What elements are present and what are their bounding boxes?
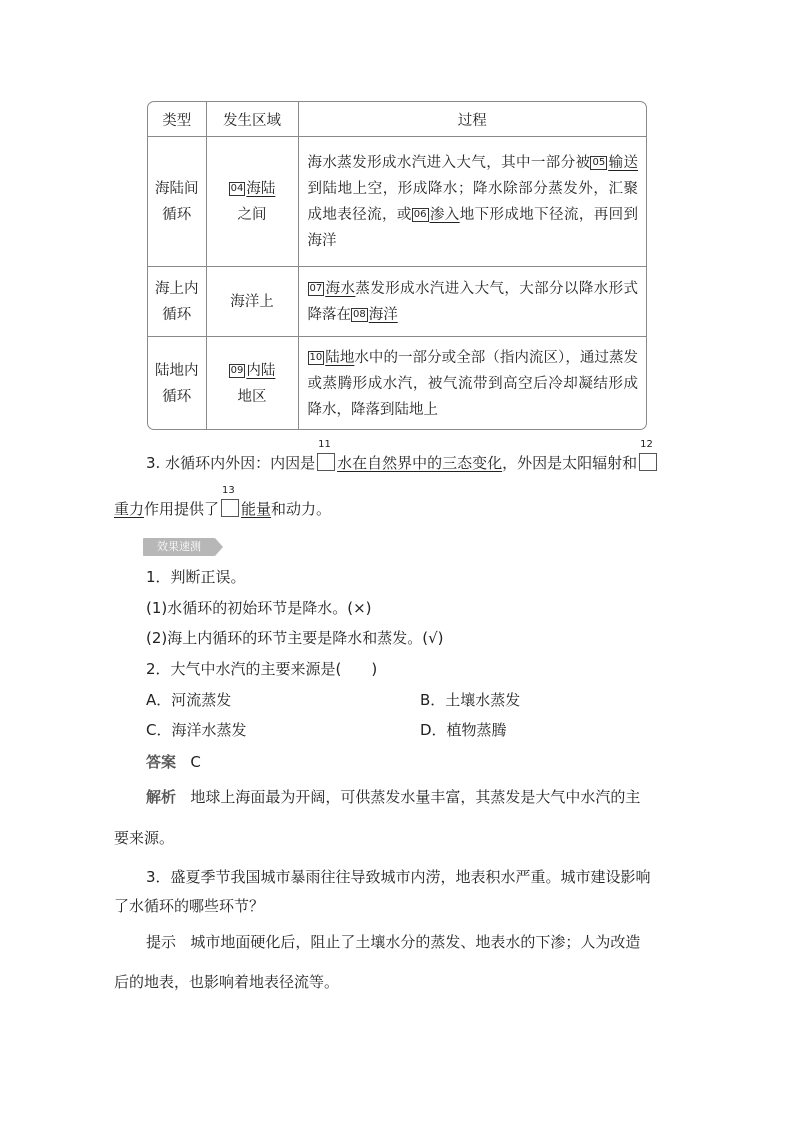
q2-title: 2．大气中水汽的主要来源是( ) [146,660,378,678]
answer-text: 输送 [608,154,639,171]
section3-line2: 重力作用提供了 13 能量和动力。 [114,485,332,518]
row-process: 10 陆地水中的一部分或全部（指内流区），通过蒸发或蒸腾形成水汽，被气流带到高空后冷却凝结形成降水，降落到陆地上 [298,337,646,431]
row-process: 海水蒸发形成水汽进入大气，其中一部分被 05 输送到陆地上空，形成降水；降水除部分蒸发外，汇聚成地表径流，或 06 渗入地下形成地下径流，再回到海洋 [298,137,646,267]
row-region: 海洋上 [206,267,298,337]
header-type: 类型 [148,102,206,137]
answer-text: 海陆 [246,180,276,197]
header-process: 过程 [298,102,646,137]
row-type: 陆地内 循环 [148,337,206,431]
blank-number: 08 [353,308,366,320]
q3-line1: 3．盛夏季节我国城市暴雨往往导致城市内涝，地表积水严重。城市建设影响 [146,868,651,886]
table-row [148,137,646,267]
row-process: 07 海水蒸发形成水汽进入大气，大部分以降水形式降落在 08 海洋 [298,267,646,337]
q3-hint-line2: 后的地表，也影响着地表径流等。 [114,973,340,991]
table-header-row [148,102,646,137]
q1-item1: (1)水循环的初始环节是降水。(×) [146,599,372,617]
answer-text: 重力 [114,500,145,518]
option-a: A．河流蒸发 [146,691,232,709]
blank-box: 13 [221,499,239,517]
option-d: D．植物蒸腾 [420,721,507,739]
blank-number: 06 [413,208,427,220]
row-region: 04 海陆 之间 [206,137,298,267]
q2-analysis-line2: 要来源。 [114,829,175,847]
q2-options-cd [146,719,680,740]
answer-label: 答案 [146,753,177,771]
blank-box: 11 [317,453,335,471]
option-b: B．土壤水蒸发 [420,691,521,709]
q3-line2: 了水循环的哪些环节？ [114,897,265,915]
blank-number: 09 [230,365,244,376]
answer-text: 陆地 [325,350,355,366]
row-type: 海上内 循环 [148,267,206,337]
header-region: 发生区域 [206,102,298,137]
water-cycle-table [147,101,647,430]
section3-line1: 3. 水循环内外因：内因是 11 水在自然界中的三态变化，外因是太阳辐射和 12 [146,452,680,473]
table-row [148,337,646,431]
q3-hint-line1: 提示 城市地面硬化后，阻止了土壤水分的蒸发、地表水的下渗；人为改造 [146,933,641,951]
blank-number: 10 [309,352,323,363]
answer-text: 能量 [241,500,272,518]
answer-text: 内陆 [246,363,276,379]
q2-analysis-line1: 解析 地球上海面最为开阔，可供蒸发水量丰富，其蒸发是大气中水汽的主 [146,788,641,806]
row-region: 09 内陆 地区 [206,337,298,431]
q2-answer: 答案 C [146,753,201,771]
option-c: C．海洋水蒸发 [146,721,247,739]
answer-text: 海水 [325,280,356,297]
blank-box: 12 [639,453,657,471]
table-row [148,267,646,337]
row-type: 海陆间 循环 [148,137,206,267]
answer-text: 渗入 [429,206,460,223]
section-badge: 效果速测 [143,538,215,556]
blank-number: 05 [592,156,606,168]
q1-title: 1．判断正误。 [146,568,246,586]
blank-number: 04 [230,182,244,194]
answer-text: 水在自然界中的三态变化 [337,454,503,472]
q1-item2: (2)海上内循环的环节主要是降水和蒸发。(√) [146,629,444,647]
analysis-label: 解析 [146,788,177,806]
blank-number: 07 [309,282,323,294]
q2-options-ab [146,689,680,710]
answer-text: 海洋 [368,306,398,323]
hint-label: 提示 [146,933,177,951]
